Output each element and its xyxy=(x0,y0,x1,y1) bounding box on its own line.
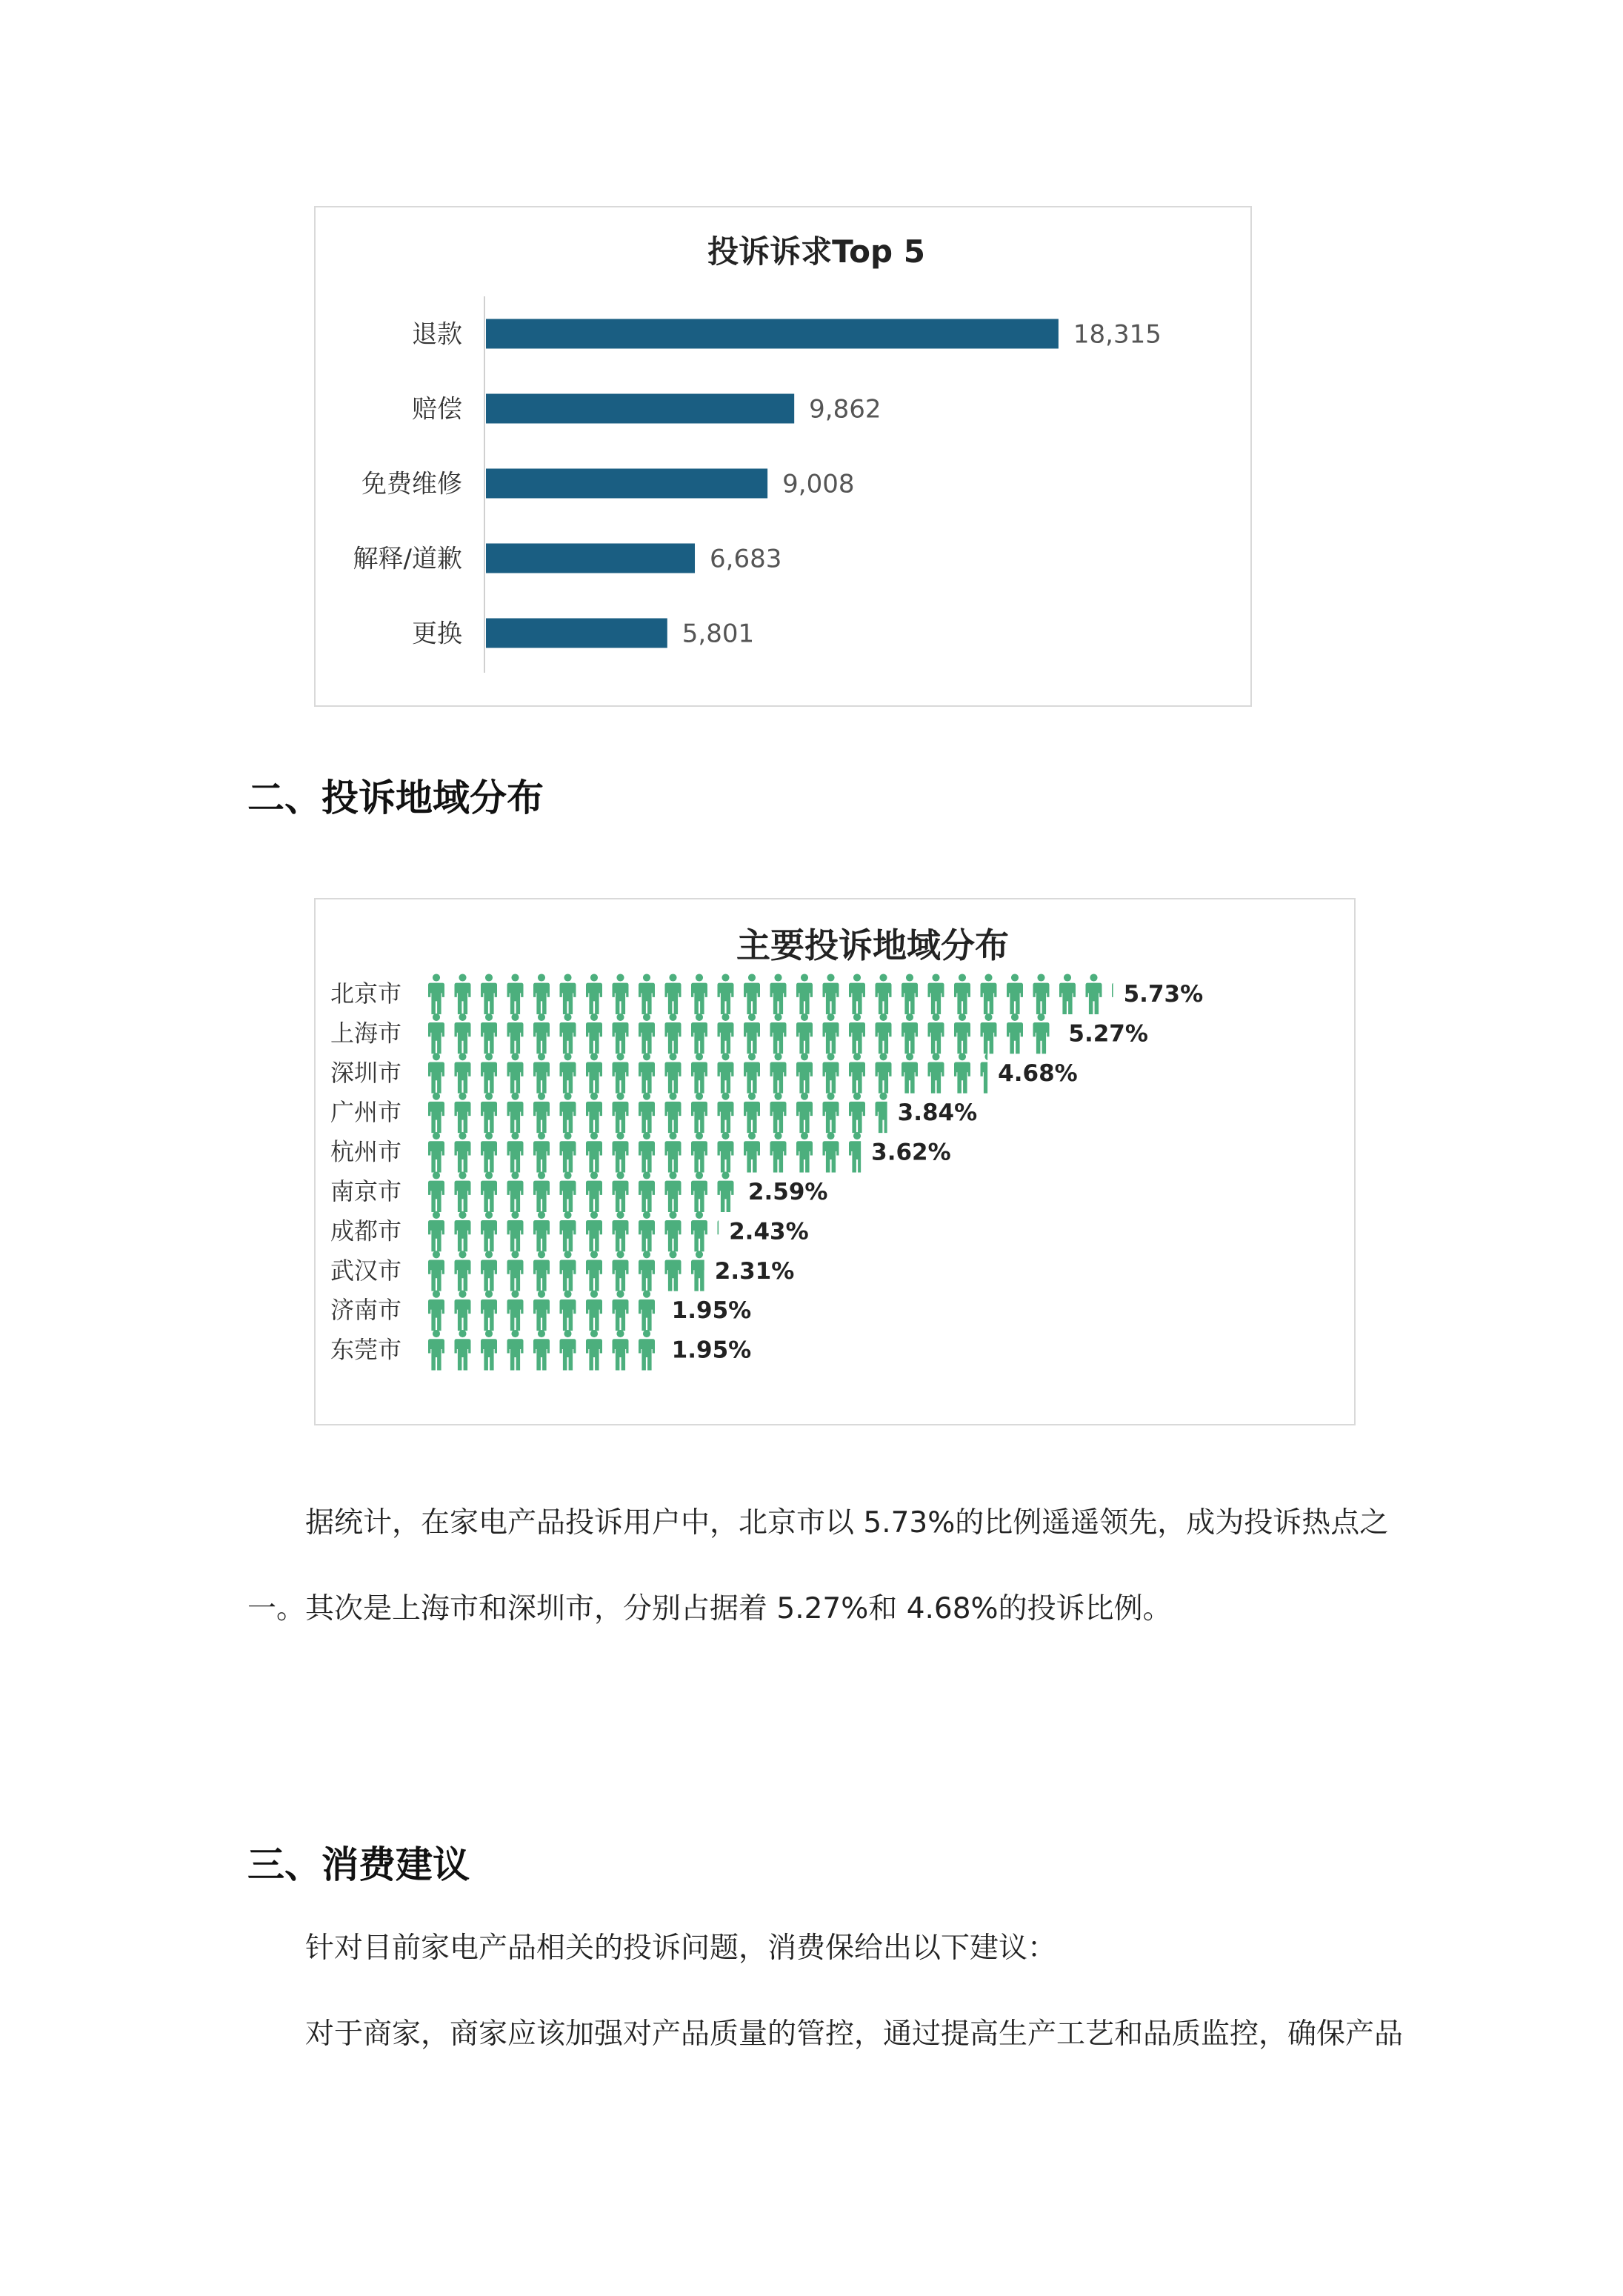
person-icon xyxy=(718,974,734,1014)
region-label: 南京市 xyxy=(330,1177,402,1205)
percentage-label: 2.31% xyxy=(714,1257,795,1285)
person-icon xyxy=(613,1251,629,1291)
person-icon xyxy=(718,1132,734,1173)
person-icon xyxy=(876,974,892,1014)
data-label: 9,008 xyxy=(782,469,855,499)
region-icon-row xyxy=(428,1330,655,1371)
region-icon-row xyxy=(428,1093,892,1134)
category-label: 解释/道歉 xyxy=(353,544,462,574)
person-icon xyxy=(613,1211,629,1252)
person-icon xyxy=(744,1014,760,1054)
person-icon xyxy=(481,1132,497,1173)
person-icon xyxy=(586,1211,602,1252)
section-heading-advice: 三、消费建议 xyxy=(247,1843,470,1886)
person-icon xyxy=(455,1251,471,1291)
person-icon xyxy=(665,1132,681,1173)
person-icon xyxy=(639,1291,655,1331)
person-icon xyxy=(665,1093,681,1134)
person-icon xyxy=(876,1014,892,1054)
person-icon xyxy=(507,1251,524,1291)
person-icon xyxy=(481,1093,497,1134)
person-icon xyxy=(1007,974,1023,1014)
person-icon xyxy=(507,1093,524,1134)
region-distribution-chart xyxy=(314,898,1356,1425)
person-icon xyxy=(613,1014,629,1054)
person-icon xyxy=(613,1053,629,1094)
data-label: 18,315 xyxy=(1073,319,1162,350)
person-icon xyxy=(639,1053,655,1094)
percentage-label: 4.68% xyxy=(998,1059,1078,1087)
person-icon xyxy=(507,1132,524,1173)
person-icon xyxy=(928,974,944,1014)
region-label: 上海市 xyxy=(330,1019,402,1048)
person-icon xyxy=(954,974,970,1014)
person-icon xyxy=(455,1291,471,1331)
person-icon xyxy=(481,1053,497,1094)
person-icon xyxy=(639,1171,655,1212)
person-icon xyxy=(481,1251,497,1291)
person-icon xyxy=(981,1053,997,1094)
person-icon xyxy=(455,1330,471,1371)
paragraph-line: 对于商家，商家应该加强对产品质量的管控，通过提高生产工艺和品质监控，确保产品 xyxy=(305,2017,1404,2051)
person-icon xyxy=(586,1291,602,1331)
person-icon xyxy=(849,1014,865,1054)
person-icon xyxy=(533,1330,550,1371)
person-icon xyxy=(507,1211,524,1252)
bar xyxy=(486,469,767,499)
person-icon xyxy=(560,1171,576,1212)
person-icon xyxy=(1086,974,1102,1014)
person-icon xyxy=(796,1053,813,1094)
bar xyxy=(486,544,695,573)
person-icon xyxy=(481,1171,497,1212)
person-icon xyxy=(770,1093,787,1134)
data-label: 6,683 xyxy=(710,544,782,574)
person-icon xyxy=(455,1014,471,1054)
person-icon xyxy=(665,1171,681,1212)
person-icon xyxy=(796,974,813,1014)
category-label: 更换 xyxy=(412,619,462,649)
person-icon xyxy=(560,974,576,1014)
person-icon xyxy=(428,1171,444,1212)
region-icon-row xyxy=(428,1053,997,1094)
percentage-label: 3.84% xyxy=(897,1099,978,1127)
person-icon xyxy=(507,1053,524,1094)
percentage-label: 2.59% xyxy=(747,1179,828,1205)
paragraph-line: 针对目前家电产品相关的投诉问题，消费保给出以下建议： xyxy=(305,1931,1057,1965)
person-icon xyxy=(928,1014,944,1054)
person-icon xyxy=(507,1171,524,1212)
person-icon xyxy=(823,974,839,1014)
person-icon xyxy=(533,1171,550,1212)
person-icon xyxy=(639,1330,655,1371)
paragraph-line: 据统计，在家电产品投诉用户中，北京市以 5.73%的比例遥遥领先，成为投诉热点之 xyxy=(305,1506,1389,1540)
person-icon xyxy=(586,1171,602,1212)
person-icon xyxy=(1059,974,1076,1014)
person-icon xyxy=(665,1251,681,1291)
person-icon xyxy=(533,974,550,1014)
person-icon xyxy=(691,1171,707,1212)
category-label: 退款 xyxy=(412,319,462,350)
person-icon xyxy=(902,1053,918,1094)
person-icon xyxy=(665,1053,681,1094)
person-icon xyxy=(639,1093,655,1134)
person-icon xyxy=(455,1211,471,1252)
person-icon xyxy=(691,1211,707,1252)
person-icon xyxy=(533,1211,550,1252)
person-icon xyxy=(428,1291,444,1331)
person-icon xyxy=(428,1251,444,1291)
percentage-label: 3.62% xyxy=(871,1139,951,1166)
complaint-demands-chart xyxy=(314,206,1252,707)
percentage-label: 2.43% xyxy=(729,1218,809,1245)
person-icon xyxy=(613,1132,629,1173)
person-icon xyxy=(428,1093,444,1134)
person-icon xyxy=(586,1132,602,1173)
person-icon xyxy=(455,1171,471,1212)
person-icon xyxy=(823,1053,839,1094)
person-icon xyxy=(639,1014,655,1054)
region-icon-row xyxy=(428,1291,655,1331)
person-icon xyxy=(533,1132,550,1173)
person-icon xyxy=(796,1132,813,1173)
person-icon xyxy=(560,1132,576,1173)
person-icon xyxy=(902,1014,918,1054)
chart-title: 投诉诉求Top 5 xyxy=(707,233,925,270)
percentage-label: 1.95% xyxy=(671,1297,752,1325)
person-icon xyxy=(560,1291,576,1331)
person-icon xyxy=(928,1053,944,1094)
region-label: 杭州市 xyxy=(330,1137,402,1166)
region-icon-row xyxy=(428,1132,865,1173)
person-icon xyxy=(455,974,471,1014)
person-icon xyxy=(507,1014,524,1054)
person-icon xyxy=(586,974,602,1014)
person-icon xyxy=(507,1291,524,1331)
region-icon-row xyxy=(428,1211,734,1252)
region-icon-row xyxy=(428,1251,707,1291)
person-icon xyxy=(613,1330,629,1371)
person-icon xyxy=(533,1014,550,1054)
person-icon xyxy=(981,1014,997,1054)
person-icon xyxy=(954,1014,970,1054)
paragraph-line: 一。其次是上海市和深圳市，分别占据着 5.27%和 4.68%的投诉比例。 xyxy=(247,1592,1172,1625)
person-icon xyxy=(691,1093,707,1134)
person-icon xyxy=(665,1211,681,1252)
percentage-label: 5.73% xyxy=(1123,981,1204,1008)
complaint-demands-chart-svg xyxy=(316,207,1250,705)
person-icon xyxy=(718,1093,734,1134)
person-icon xyxy=(823,1093,839,1134)
person-icon xyxy=(718,1014,734,1054)
person-icon xyxy=(796,1014,813,1054)
person-icon xyxy=(560,1211,576,1252)
person-icon xyxy=(455,1132,471,1173)
person-icon xyxy=(560,1330,576,1371)
region-label: 深圳市 xyxy=(330,1058,402,1087)
person-icon xyxy=(770,1053,787,1094)
person-icon xyxy=(613,974,629,1014)
person-icon xyxy=(744,1132,760,1173)
person-icon xyxy=(981,974,997,1014)
region-icon-row xyxy=(428,1171,734,1212)
region-icon-row xyxy=(428,974,1128,1014)
person-icon xyxy=(586,1251,602,1291)
person-icon xyxy=(639,1251,655,1291)
person-icon xyxy=(744,1053,760,1094)
chart-title: 主要投诉地域分布 xyxy=(736,925,1009,965)
person-icon xyxy=(586,1014,602,1054)
person-icon xyxy=(849,1053,865,1094)
person-icon xyxy=(876,1053,892,1094)
person-icon xyxy=(770,1014,787,1054)
person-icon xyxy=(507,1330,524,1371)
person-icon xyxy=(823,1014,839,1054)
person-icon xyxy=(613,1291,629,1331)
person-icon xyxy=(691,1014,707,1054)
person-icon xyxy=(428,974,444,1014)
percentage-label: 1.95% xyxy=(671,1337,752,1364)
person-icon xyxy=(428,1132,444,1173)
person-icon xyxy=(639,974,655,1014)
person-icon xyxy=(533,1053,550,1094)
bar xyxy=(486,619,667,648)
person-icon xyxy=(613,1093,629,1134)
person-icon xyxy=(455,1053,471,1094)
person-icon xyxy=(665,1014,681,1054)
person-icon xyxy=(639,1132,655,1173)
person-icon xyxy=(665,974,681,1014)
region-icon-row xyxy=(428,1014,1050,1054)
category-label: 免费维修 xyxy=(361,469,462,499)
person-icon xyxy=(481,1014,497,1054)
region-label: 北京市 xyxy=(330,979,402,1008)
person-icon xyxy=(954,1053,970,1094)
person-icon xyxy=(718,1171,734,1212)
section-heading-region: 二、投诉地域分布 xyxy=(247,776,544,819)
bar xyxy=(486,394,794,424)
person-icon xyxy=(428,1211,444,1252)
data-label: 9,862 xyxy=(809,394,882,425)
person-icon xyxy=(481,1330,497,1371)
region-label: 武汉市 xyxy=(330,1256,402,1285)
person-icon xyxy=(1033,1014,1050,1054)
region-label: 广州市 xyxy=(330,1098,402,1127)
person-icon xyxy=(744,974,760,1014)
person-icon xyxy=(691,1251,707,1291)
person-icon xyxy=(507,974,524,1014)
person-icon xyxy=(481,974,497,1014)
person-icon xyxy=(876,1093,892,1134)
bar xyxy=(486,319,1059,349)
person-icon xyxy=(428,1014,444,1054)
percentage-label: 5.27% xyxy=(1068,1020,1148,1048)
person-icon xyxy=(796,1093,813,1134)
person-icon xyxy=(823,1132,839,1173)
person-icon xyxy=(849,974,865,1014)
region-label: 东莞市 xyxy=(330,1335,402,1364)
person-icon xyxy=(533,1251,550,1291)
person-icon xyxy=(613,1171,629,1212)
person-icon xyxy=(849,1132,865,1173)
person-icon xyxy=(1007,1014,1023,1054)
person-icon xyxy=(639,1211,655,1252)
region-label: 济南市 xyxy=(330,1296,402,1325)
person-icon xyxy=(481,1291,497,1331)
person-icon xyxy=(586,1053,602,1094)
person-icon xyxy=(744,1093,760,1134)
person-icon xyxy=(560,1014,576,1054)
person-icon xyxy=(428,1053,444,1094)
person-icon xyxy=(770,974,787,1014)
person-icon xyxy=(902,974,918,1014)
person-icon xyxy=(560,1053,576,1094)
person-icon xyxy=(691,1132,707,1173)
person-icon xyxy=(1033,974,1050,1014)
person-icon xyxy=(718,1053,734,1094)
person-icon xyxy=(586,1093,602,1134)
person-icon xyxy=(560,1251,576,1291)
person-icon xyxy=(533,1093,550,1134)
person-icon xyxy=(455,1093,471,1134)
person-icon xyxy=(770,1132,787,1173)
region-distribution-chart-svg xyxy=(316,899,1354,1424)
person-icon xyxy=(691,974,707,1014)
person-icon xyxy=(481,1211,497,1252)
person-icon xyxy=(586,1330,602,1371)
person-icon xyxy=(428,1330,444,1371)
data-label: 5,801 xyxy=(681,619,755,649)
person-icon xyxy=(691,1053,707,1094)
person-icon xyxy=(533,1291,550,1331)
category-label: 赔偿 xyxy=(412,394,462,425)
person-icon xyxy=(849,1093,865,1134)
region-label: 成都市 xyxy=(330,1217,402,1245)
person-icon xyxy=(560,1093,576,1134)
